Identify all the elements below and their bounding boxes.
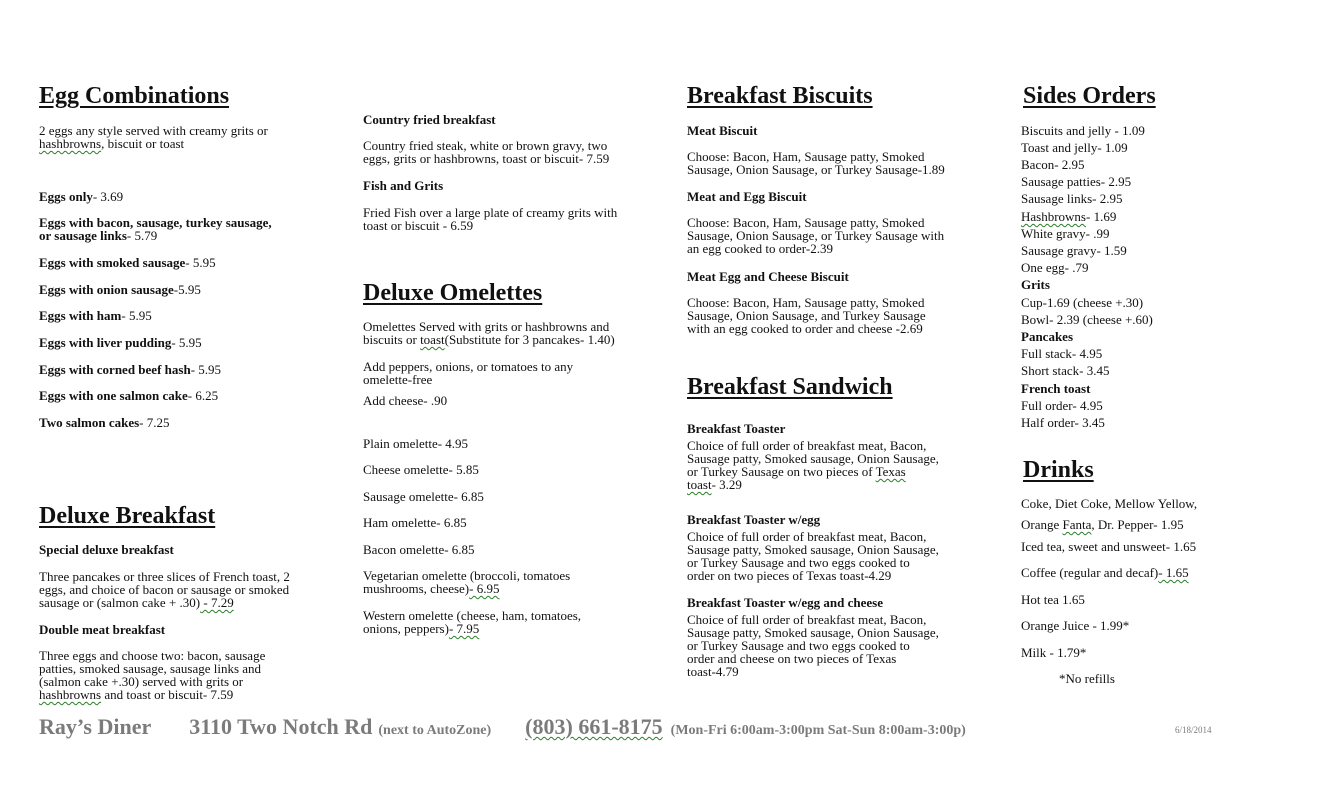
intro-text: 2 eggs any style served with creamy grits or xyxy=(39,123,268,138)
footer-phone: (803) 661-8175 xyxy=(525,714,663,739)
footer-address-note: (next to AutoZone) xyxy=(378,723,492,738)
french-toast-title: French toast xyxy=(1021,381,1091,396)
french-toast-full: Full order- 4.95 xyxy=(1021,398,1103,413)
menu-item: Eggs with bacon, sausage, turkey sausage, or sausage links- 5.79 xyxy=(39,215,272,243)
menu-item: Two salmon cakes- 7.25 xyxy=(39,415,170,430)
side-item: One egg- .79 xyxy=(1021,260,1089,275)
omelettes-add: Add peppers, onions, or tomatoes to any omelette-free xyxy=(363,359,574,387)
footer xyxy=(39,714,966,740)
pancakes-full: Full stack- 4.95 xyxy=(1021,346,1103,361)
western-omelette: Western omelette (cheese, ham, tomatoes, onions, peppers)- 7.95 xyxy=(363,608,582,636)
omelette-item: Sausage omelette- 6.85 xyxy=(363,489,484,504)
footer-name: Ray’s Diner xyxy=(39,714,152,739)
drink-item: Iced tea, sweet and unsweet- 1.65 xyxy=(1021,539,1197,554)
side-item: Sausage gravy- 1.59 xyxy=(1021,243,1127,258)
menu-item: Eggs with smoked sausage- 5.95 xyxy=(39,255,216,270)
toaster-egg-desc: Choice of full order of breakfast meat, Bacon, Sausage patty, Smoked sausage, Onion Sausage, or Turkey Sausage and two eggs cooked to order on two pieces of Texas toast-4.29 xyxy=(687,529,939,583)
footer-date: 6/18/2014 xyxy=(1175,725,1212,735)
meat-biscuit-name: Meat Biscuit xyxy=(687,123,758,138)
country-fried-desc: Country fried steak, white or brown gravy, two eggs, grits or hashbrowns, toast or biscuit- 7.59 xyxy=(363,138,610,166)
toaster-name: Breakfast Toaster xyxy=(687,421,786,436)
vegetarian-omelette: Vegetarian omelette (broccoli, tomatoes mushrooms, cheese)- 6.95 xyxy=(363,568,571,596)
footer-hours: (Mon-Fri 6:00am-3:00pm Sat-Sun 8:00am-3:00p) xyxy=(670,723,966,738)
drink-item: Orange Juice - 1.99* xyxy=(1021,618,1130,633)
drink-item: Orange Fanta, Dr. Pepper- 1.95 xyxy=(1021,517,1184,532)
fish-grits-desc: Fried Fish over a large plate of creamy grits with toast or biscuit - 6.59 xyxy=(363,205,618,233)
menu-item: Eggs with onion sausage-5.95 xyxy=(39,282,201,297)
side-item: Sausage links- 2.95 xyxy=(1021,191,1123,206)
meat-egg-biscuit-name: Meat and Egg Biscuit xyxy=(687,189,807,204)
double-meat-name: Double meat breakfast xyxy=(39,622,166,637)
intro-end: , biscuit or toast xyxy=(101,136,185,151)
omelettes-intro: Omelettes Served with grits or hashbrowns and biscuits or toast(Substitute for 3 pancakes- 1.40) xyxy=(363,319,615,347)
toaster-desc: Choice of full order of breakfast meat, Bacon, Sausage patty, Smoked sausage, Onion Sausage, or Turkey Sausage on two pieces of Texas toast- 3.29 xyxy=(687,438,939,492)
toaster-egg-cheese-name: Breakfast Toaster w/egg and cheese xyxy=(687,595,883,610)
grits-bowl: Bowl- 2.39 (cheese +.60) xyxy=(1021,312,1153,327)
country-fried-name: Country fried breakfast xyxy=(363,112,496,127)
special-deluxe-name: Special deluxe breakfast xyxy=(39,542,174,557)
omelettes-title: Deluxe Omelettes xyxy=(363,280,543,306)
menu-item: Eggs with corned beef hash- 5.95 xyxy=(39,362,222,377)
footer-address: 3110 Two Notch Rd xyxy=(189,714,373,739)
egg-combinations-intro xyxy=(39,124,329,150)
special-deluxe-desc: Three pancakes or three slices of French toast, 2 eggs, and choice of bacon or sausage or smoked sausage or (salmon cake + .30) - 7.29 xyxy=(39,569,290,610)
side-item: Sausage patties- 2.95 xyxy=(1021,174,1132,189)
pancakes-short: Short stack- 3.45 xyxy=(1021,363,1110,378)
add-cheese: Add cheese- .90 xyxy=(363,393,448,408)
french-toast-half: Half order- 3.45 xyxy=(1021,415,1105,430)
deluxe-breakfast-title: Deluxe Breakfast xyxy=(39,503,216,529)
double-meat-desc: Three eggs and choose two: bacon, sausage patties, smoked sausage, sausage links and (salmon cake +.30) served with grits or hashbrowns and toast or biscuit- 7.59 xyxy=(39,648,266,702)
menu-item: Eggs with liver pudding- 5.95 xyxy=(39,335,202,350)
toaster-egg-cheese-desc: Choice of full order of breakfast meat, Bacon, Sausage patty, Smoked sausage, Onion Sausage, or Turkey Sausage and two eggs cooked to order and cheese on two pieces of Texas toast-4.79 xyxy=(687,612,939,679)
meat-egg-cheese-biscuit-desc: Choose: Bacon, Ham, Sausage patty, Smoked Sausage, Onion Sausage, and Turkey Sausage with an egg cooked to order and cheese -2.69 xyxy=(687,295,926,336)
meat-egg-cheese-biscuit-name: Meat Egg and Cheese Biscuit xyxy=(687,269,849,284)
intro-word: hashbrowns xyxy=(39,136,102,151)
menu-item: Eggs with ham- 5.95 xyxy=(39,308,152,323)
meat-egg-biscuit-desc: Choose: Bacon, Ham, Sausage patty, Smoked Sausage, Onion Sausage, or Turkey Sausage with an egg cooked to order-2.39 xyxy=(687,215,945,256)
pancakes-title: Pancakes xyxy=(1021,329,1073,344)
drinks-title: Drinks xyxy=(1023,457,1094,483)
side-item: White gravy- .99 xyxy=(1021,226,1110,241)
side-item: Toast and jelly- 1.09 xyxy=(1021,140,1128,155)
drink-item: Hot tea 1.65 xyxy=(1021,592,1085,607)
menu-item: Eggs with one salmon cake- 6.25 xyxy=(39,388,219,403)
omelette-item: Cheese omelette- 5.85 xyxy=(363,462,479,477)
menu-item: Eggs only- 3.69 xyxy=(39,189,124,204)
sides-title: Sides Orders xyxy=(1023,83,1156,109)
side-item: Biscuits and jelly - 1.09 xyxy=(1021,123,1145,138)
drink-item: Coffee (regular and decaf)- 1.65 xyxy=(1021,565,1189,580)
grits-cup: Cup-1.69 (cheese +.30) xyxy=(1021,295,1144,310)
sandwich-title: Breakfast Sandwich xyxy=(687,374,893,400)
side-item-hashbrowns: Hashbrowns- 1.69 xyxy=(1021,209,1117,224)
drink-item: Coke, Diet Coke, Mellow Yellow, xyxy=(1021,496,1198,511)
omelette-item: Plain omelette- 4.95 xyxy=(363,436,469,451)
grits-title: Grits xyxy=(1021,277,1050,292)
omelette-item: Bacon omelette- 6.85 xyxy=(363,542,475,557)
biscuits-title: Breakfast Biscuits xyxy=(687,83,873,109)
no-refills-note: *No refills xyxy=(1059,671,1115,686)
drink-item: Milk - 1.79* xyxy=(1021,645,1087,660)
side-item: Bacon- 2.95 xyxy=(1021,157,1085,172)
fish-grits-name: Fish and Grits xyxy=(363,178,444,193)
omelette-item: Ham omelette- 6.85 xyxy=(363,515,467,530)
meat-biscuit-desc: Choose: Bacon, Ham, Sausage patty, Smoked Sausage, Onion Sausage, or Turkey Sausage-1.89 xyxy=(687,149,945,177)
toaster-egg-name: Breakfast Toaster w/egg xyxy=(687,512,821,527)
egg-combinations-title: Egg Combinations xyxy=(39,83,230,109)
